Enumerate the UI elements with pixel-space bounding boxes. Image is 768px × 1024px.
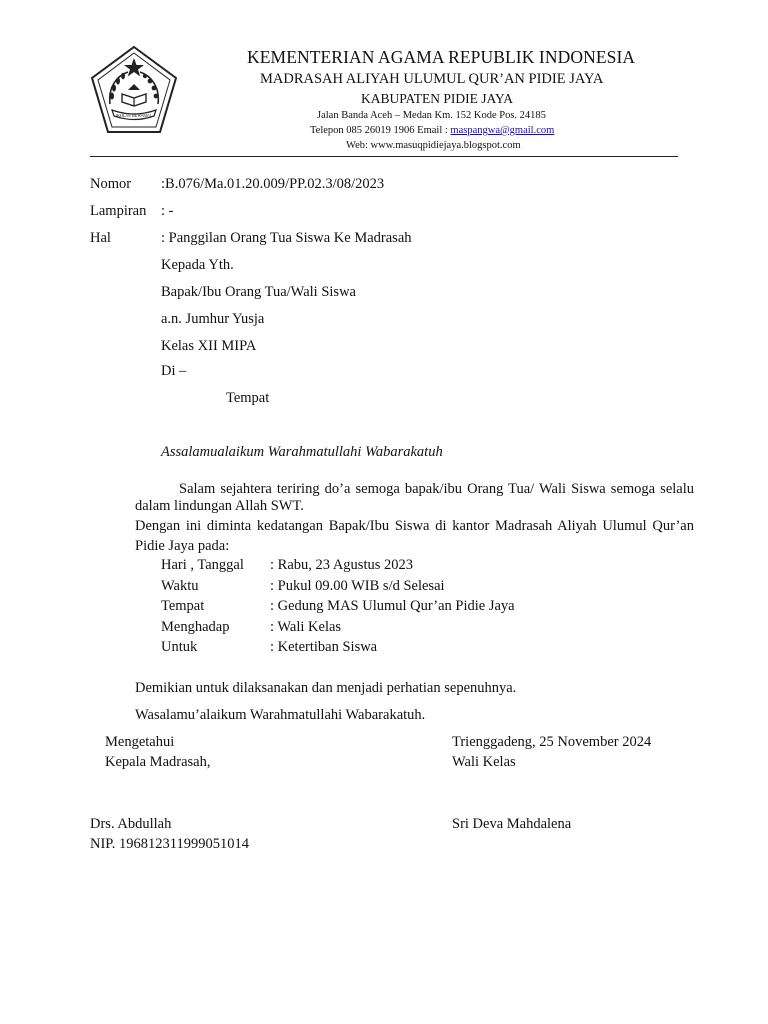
sign-left-role: Kepala Madrasah,	[105, 754, 211, 770]
detail-value: : Wali Kelas	[270, 619, 342, 635]
ministry-name: KEMENTERIAN AGAMA REPUBLIK INDONESIA	[247, 47, 636, 67]
ministry-logo	[88, 44, 180, 136]
detail-label: Hari , Tanggal	[161, 557, 244, 573]
body-paragraph-1: Salam sejahtera teriring do’a semoga bapak/ibu Orang Tua/ Wali Siswa semoga selalu dalam lindungan Allah SWT.	[135, 481, 694, 514]
school-address: Jalan Banda Aceh – Medan Km. 152 Kode Pos. 24185	[317, 110, 546, 121]
hal-value: : Panggilan Orang Tua Siswa Ke Madrasah	[161, 230, 412, 246]
phone-text: Telepon 085 26019 1906 Email :	[310, 125, 451, 136]
lampiran-value: : -	[161, 203, 174, 219]
sign-right-role: Wali Kelas	[452, 754, 516, 770]
hal-label: Hal	[90, 230, 111, 246]
detail-label: Untuk	[161, 639, 198, 655]
sign-left-title: Mengetahui	[105, 734, 175, 750]
detail-value: : Rabu, 23 Agustus 2023	[270, 557, 413, 573]
recipient-line: Kepada Yth.	[161, 257, 234, 273]
school-website: Web: www.masuqpidiejaya.blogspot.com	[346, 140, 521, 151]
recipient-line: Kelas XII MIPA	[161, 338, 257, 354]
recipient-line: Di –	[161, 363, 187, 379]
detail-value: : Gedung MAS Ulumul Qur’an Pidie Jaya	[270, 598, 515, 614]
detail-value: : Ketertiban Siswa	[270, 639, 378, 655]
nomor-label: Nomor	[90, 176, 132, 192]
sign-left-name: Drs. Abdullah	[90, 816, 172, 832]
sign-right-date: Trienggadeng, 25 November 2024	[452, 734, 652, 750]
logo-motto: IKHLAS BERAMAL	[115, 113, 153, 118]
header-divider	[90, 156, 678, 157]
detail-label: Tempat	[161, 598, 205, 614]
sign-left-nip: NIP. 196812311999051014	[90, 836, 249, 852]
closing-line: Demikian untuk dilaksanakan dan menjadi perhatian sepenuhnya.	[135, 680, 517, 696]
recipient-line: a.n. Jumhur Yusja	[161, 311, 265, 327]
body-paragraph-2: Dengan ini diminta kedatangan Bapak/Ibu Siswa di kantor Madrasah Aliyah Ulumul Qur’an Pidie Jaya pada:	[135, 518, 694, 554]
recipient-line: Bapak/Ibu Orang Tua/Wali Siswa	[161, 284, 356, 300]
regency-name: KABUPATEN PIDIE JAYA	[361, 91, 514, 106]
school-name: MADRASAH ALIYAH ULUMUL QUR’AN PIDIE JAYA	[260, 71, 604, 87]
school-contact	[310, 125, 554, 136]
sign-right-name: Sri Deva Mahdalena	[452, 816, 572, 832]
recipient-place: Tempat	[226, 390, 270, 406]
detail-label: Menghadap	[161, 619, 230, 635]
email-link[interactable]: maspangwa@gmail.com	[450, 125, 555, 136]
detail-value: : Pukul 09.00 WIB s/d Selesai	[270, 578, 445, 594]
greeting: Assalamualaikum Warahmatullahi Wabarakatuh	[161, 444, 443, 460]
lampiran-label: Lampiran	[90, 203, 147, 219]
detail-label: Waktu	[161, 578, 199, 594]
nomor-value: :B.076/Ma.01.20.009/PP.02.3/08/2023	[161, 176, 385, 192]
closing-salutation: Wasalamu’alaikum Warahmatullahi Wabarakatuh.	[135, 707, 426, 723]
